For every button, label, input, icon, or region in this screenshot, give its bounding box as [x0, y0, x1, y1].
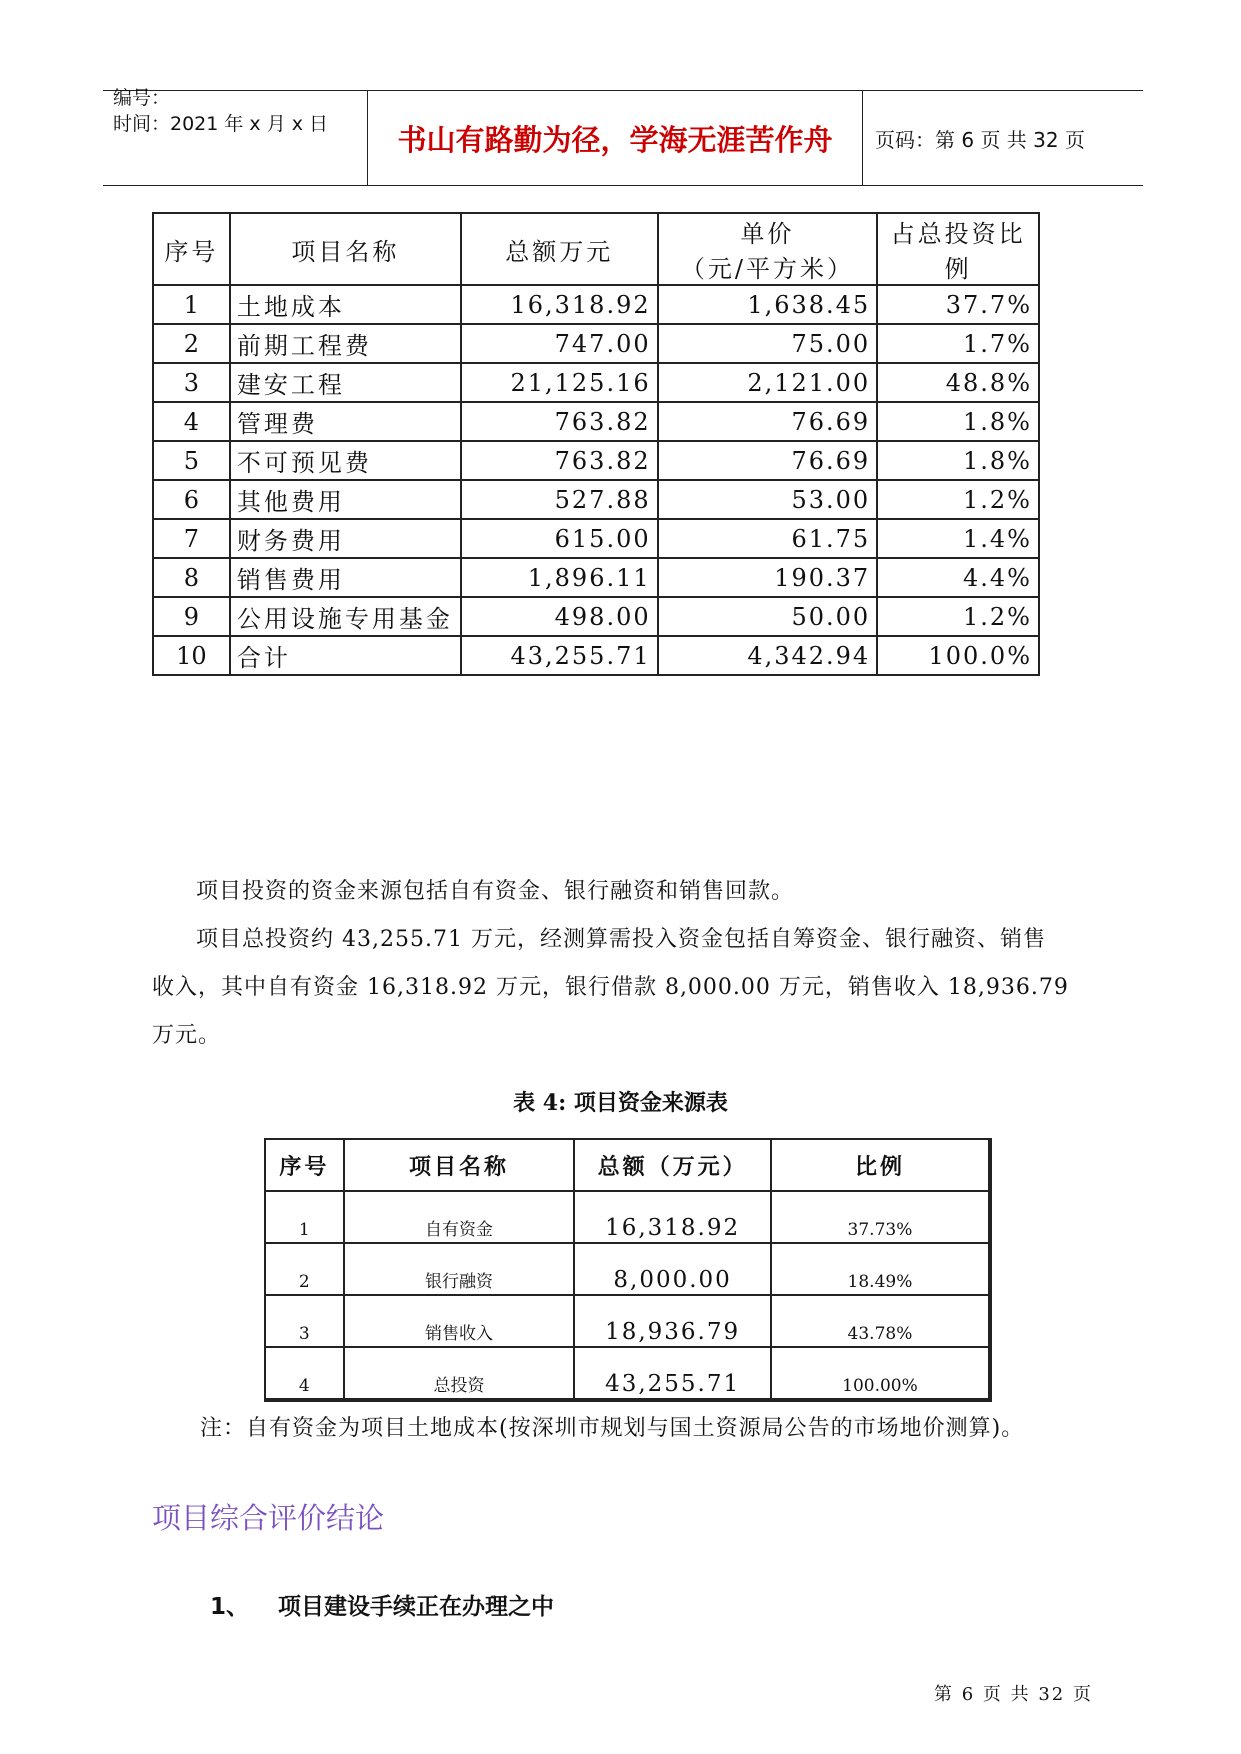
subsection-number: 1、: [210, 1594, 250, 1620]
cell-ratio: 100.00%: [771, 1347, 990, 1400]
cell-item-name: 土地成本: [230, 285, 461, 324]
subsection-heading: [210, 1588, 554, 1621]
time-label: 时间：2021 年 x 月 x 日: [113, 113, 329, 135]
cell-index: 7: [153, 519, 230, 558]
subsection-title: 项目建设手续正在办理之中: [278, 1594, 554, 1620]
cell-ratio: 1.8%: [877, 402, 1039, 441]
page-footer: 第 6 页 共 32 页: [934, 1684, 1093, 1705]
cell-item-name: 前期工程费: [230, 324, 461, 363]
section-title: 项目综合评价结论: [152, 1501, 385, 1535]
cell-total: 8,000.00: [574, 1243, 771, 1295]
cell-total: 763.82: [461, 402, 658, 441]
cell-unit-price: 53.00: [658, 480, 878, 519]
header-motto-cell: [368, 91, 863, 185]
cell-item-name: 总投资: [344, 1347, 575, 1400]
table-row: [153, 441, 1039, 480]
cell-item-name: 销售费用: [230, 558, 461, 597]
table-row: [153, 636, 1039, 675]
cell-index: 2: [153, 324, 230, 363]
table-row: [153, 363, 1039, 402]
cell-ratio: 48.8%: [877, 363, 1039, 402]
paragraph-total-line3: 万元。: [152, 1023, 222, 1048]
col-header-index: 序号: [265, 1139, 344, 1191]
table-row: [153, 285, 1039, 324]
col-header-index: 序号: [153, 213, 230, 285]
cell-unit-price: 4,342.94: [658, 636, 878, 675]
cell-item-name: 银行融资: [344, 1243, 575, 1295]
table-row: [153, 558, 1039, 597]
table-row: [153, 480, 1039, 519]
cell-index: 9: [153, 597, 230, 636]
cell-item-name: 管理费: [230, 402, 461, 441]
cell-total: 21,125.16: [461, 363, 658, 402]
motto-text: 书山有路勤为径，学海无涯苦作舟: [397, 122, 833, 157]
funding-source-table: [264, 1138, 992, 1402]
cell-unit-price: 1,638.45: [658, 285, 878, 324]
col-header-total: 总额万元: [461, 213, 658, 285]
cell-item-name: 销售收入: [344, 1295, 575, 1347]
table-row: [265, 1191, 990, 1243]
table-note: 注：自有资金为项目土地成本(按深圳市规划与国土资源局公告的市场地价测算)。: [200, 1416, 1025, 1441]
table-row: [265, 1347, 990, 1400]
investment-table: [152, 212, 1040, 676]
cell-ratio: 1.7%: [877, 324, 1039, 363]
table-caption: 表 4: 项目资金来源表: [513, 1090, 728, 1116]
cell-ratio: 1.2%: [877, 597, 1039, 636]
col-header-unit-price: [658, 213, 878, 285]
cell-total: 763.82: [461, 441, 658, 480]
cell-ratio: 1.8%: [877, 441, 1039, 480]
cell-unit-price: 76.69: [658, 402, 878, 441]
col-header-name: 项目名称: [344, 1139, 575, 1191]
col-header-ratio: 占总投资比例: [877, 213, 1039, 285]
cell-total: 43,255.71: [461, 636, 658, 675]
cell-index: 3: [265, 1295, 344, 1347]
cell-unit-price: 61.75: [658, 519, 878, 558]
cell-index: 4: [153, 402, 230, 441]
table-row: [265, 1295, 990, 1347]
header-page-cell: [863, 91, 1143, 185]
cell-total: 16,318.92: [461, 285, 658, 324]
cell-index: 5: [153, 441, 230, 480]
cell-unit-price: 76.69: [658, 441, 878, 480]
cell-total: 498.00: [461, 597, 658, 636]
cell-total: 43,255.71: [574, 1347, 771, 1400]
cell-item-name: 自有资金: [344, 1191, 575, 1243]
cell-item-name: 建安工程: [230, 363, 461, 402]
cell-ratio: 1.4%: [877, 519, 1039, 558]
table-row: [153, 402, 1039, 441]
cell-index: 1: [265, 1191, 344, 1243]
cell-ratio: 4.4%: [877, 558, 1039, 597]
cell-item-name: 财务费用: [230, 519, 461, 558]
cell-item-name: 合计: [230, 636, 461, 675]
table-header-row: [153, 213, 1039, 285]
cell-total: 747.00: [461, 324, 658, 363]
cell-index: 4: [265, 1347, 344, 1400]
cell-ratio: 43.78%: [771, 1295, 990, 1347]
col-header-name: 项目名称: [230, 213, 461, 285]
cell-index: 8: [153, 558, 230, 597]
cell-total: 527.88: [461, 480, 658, 519]
cell-ratio: 100.0%: [877, 636, 1039, 675]
table-row: [153, 519, 1039, 558]
page-info: 页码：第 6 页 共 32 页: [875, 127, 1085, 152]
table-row: [153, 324, 1039, 363]
table-row: [265, 1243, 990, 1295]
cell-ratio: 37.73%: [771, 1191, 990, 1243]
cell-index: 10: [153, 636, 230, 675]
table-header-row: [265, 1139, 990, 1191]
cell-ratio: 18.49%: [771, 1243, 990, 1295]
cell-total: 18,936.79: [574, 1295, 771, 1347]
header-left-cell: [103, 87, 368, 185]
cell-ratio: 1.2%: [877, 480, 1039, 519]
cell-index: 6: [153, 480, 230, 519]
cell-item-name: 不可预见费: [230, 441, 461, 480]
cell-ratio: 37.7%: [877, 285, 1039, 324]
cell-item-name: 公用设施专用基金: [230, 597, 461, 636]
cell-item-name: 其他费用: [230, 480, 461, 519]
number-label: 编号：: [113, 87, 171, 109]
page-header: [103, 87, 1143, 186]
col-header-ratio: 比例: [771, 1139, 990, 1191]
cell-total: 1,896.11: [461, 558, 658, 597]
unit-price-label: 单价: [740, 220, 795, 248]
cell-total: 615.00: [461, 519, 658, 558]
paragraph-funding-source: 项目投资的资金来源包括自有资金、银行融资和销售回款。: [196, 879, 795, 904]
cell-unit-price: 190.37: [658, 558, 878, 597]
cell-total: 16,318.92: [574, 1191, 771, 1243]
paragraph-total-line1: 项目总投资约 43,255.71 万元，经测算需投入资金包括自筹资金、银行融资、销售: [196, 927, 1046, 952]
cell-unit-price: 50.00: [658, 597, 878, 636]
cell-index: 3: [153, 363, 230, 402]
table-row: [153, 597, 1039, 636]
paragraph-total-line2: 收入，其中自有资金 16,318.92 万元，银行借款 8,000.00 万元，销售收入 18,936.79: [152, 975, 1069, 1000]
col-header-total: 总额（万元）: [574, 1139, 771, 1191]
cell-unit-price: 75.00: [658, 324, 878, 363]
cell-unit-price: 2,121.00: [658, 363, 878, 402]
cell-index: 2: [265, 1243, 344, 1295]
unit-price-unit: （元/平方米）: [680, 255, 854, 283]
cell-index: 1: [153, 285, 230, 324]
